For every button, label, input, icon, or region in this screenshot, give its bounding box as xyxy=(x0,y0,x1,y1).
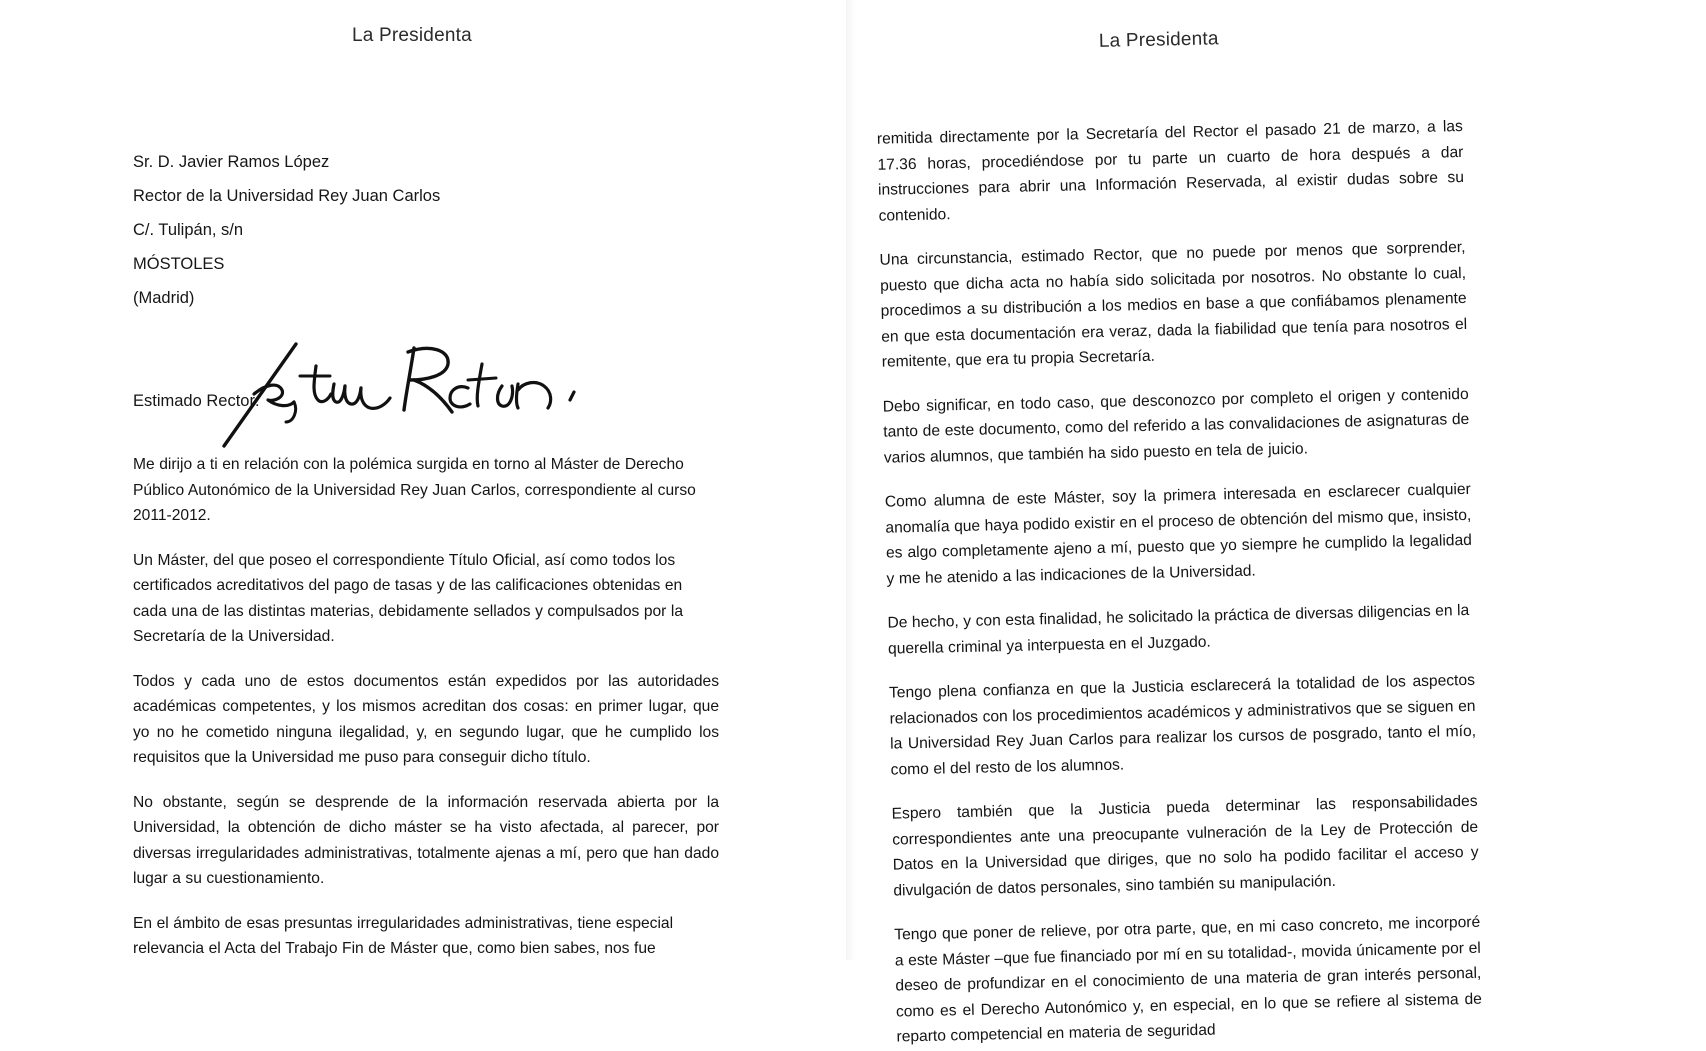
paragraph: En el ámbito de esas presuntas irregularidades administrativas, tiene especial relevancia el Acta del Trabajo Fin de Máster que, como bien sabes, nos fue xyxy=(133,914,674,957)
recipient-address-block xyxy=(133,145,753,315)
handwritten-annotation-icon xyxy=(218,330,638,450)
document-page-1 xyxy=(0,0,846,960)
paragraph: No obstante, según se desprende de la información reservada abierta por la Universidad, la obtención de dicho máster se ha visto afectada, al parecer, por diversas irregularidades administrativas, totalmente ajenas a mí, pero que han dado lugar a su cuestionamiento. xyxy=(133,793,719,887)
document-page-2 xyxy=(846,0,1706,1046)
paragraph: Todos y cada uno de estos documentos están expedidos por las autoridades académicas competentes, y los mismos acreditan dos cosas: en primer lugar, que yo no he cometido ninguna ilegalidad, y, en segundo lugar, que he cumplido los requisitos que la Universidad me puso para conseguir dicho título. xyxy=(133,672,719,766)
salutation: Estimado Rector: xyxy=(133,392,260,410)
paragraph: Como alumna de este Máster, soy la primera interesada en esclarecer cualquier anomalía que haya podido existir en el proceso de obtención del mismo que, insisto, es algo completamente ajeno a mí, puesto que yo siempre he cumplido la legalidad y me he atenido a las indicaciones de la Universidad. xyxy=(884,480,1473,588)
paragraph: Tengo que poner de relieve, por otra parte, que, en mi caso concreto, me incorporé a este Máster –que fue financiado por mí en su totalidad-, movida únicamente por el deseo de profundizar en el conocimiento de una materia de gran interés personal, como es el Derecho Autonómico y, en especial, en lo que se refiere al sistema de reparto competencial en materia de seguridad xyxy=(894,913,1483,1046)
letterhead-page-2: La Presidenta xyxy=(1098,28,1219,52)
paragraph: Espero también que la Justicia pueda determinar las responsabilidades correspondientes ante una preocupante vulneración de la Ley de Protección de Datos en la Universidad que diriges, que no solo ha podido facilitar el acceso y divulgación de datos personales, sino también su manipulación. xyxy=(891,792,1479,900)
address-line-city: MÓSTOLES xyxy=(133,255,225,273)
address-line-province: (Madrid) xyxy=(133,289,195,307)
paragraph: Me dirijo a ti en relación con la polémica surgida en torno al Máster de Derecho Público Autonómico de la Universidad Rey Juan Carlos, correspondiente al curso 2011-2012. xyxy=(133,456,696,524)
paragraph: remitida directamente por la Secretaría del Rector el pasado 21 de marzo, a las 17.36 horas, procediéndose por tu parte un cuarto de hora después a dar instrucciones para abrir una Información Reservada, al existir dudas sobre su contenido. xyxy=(876,117,1465,225)
letter-body-page-1 xyxy=(133,452,719,962)
letterhead-page-1: La Presidenta xyxy=(352,25,472,46)
paragraph: De hecho, y con esta finalidad, he solicitado la práctica de diversas diligencias en la querella criminal ya interpuesta en el Juzgado. xyxy=(887,601,1470,658)
paragraph: Tengo plena confianza en que la Justicia esclarecerá la totalidad de los aspectos relacionados con los procedimientos académicos y administrativos que se siguen en la Universidad Rey Juan Carlos para realizar los cursos de posgrado, tanto el mío, como el del resto de los alumnos. xyxy=(888,671,1477,779)
address-line-name: Sr. D. Javier Ramos López xyxy=(133,153,330,171)
address-line-title: Rector de la Universidad Rey Juan Carlos xyxy=(133,187,441,205)
paragraph: Un Máster, del que poseo el correspondiente Título Oficial, así como todos los certificados acreditativos del pago de tasas y de las calificaciones obtenidas en cada una de las distintas materias, debidamente sellados y compulsados por la Secretaría de la Universidad. xyxy=(133,551,684,645)
paragraph: Debo significar, en todo caso, que desconozco por completo el origen y contenido tanto de este documento, como del referido a las convalidaciones de asignaturas de varios alumnos, que también ha sido puesto en tela de juicio. xyxy=(882,385,1470,467)
letter-body-page-2 xyxy=(877,114,1483,1050)
address-line-street: C/. Tulipán, s/n xyxy=(133,221,244,239)
paragraph: Una circunstancia, estimado Rector, que no puede por menos que sorprender, puesto que dicha acta no había sido solicitada por nosotros. No obstante lo cual, procedimos a su distribución a los medios en base a que confiábamos plenamente en que esta documentación era veraz, dada la fiabilidad que tenía para nosotros el remitente, que era tu propia Secretaría. xyxy=(879,238,1468,371)
